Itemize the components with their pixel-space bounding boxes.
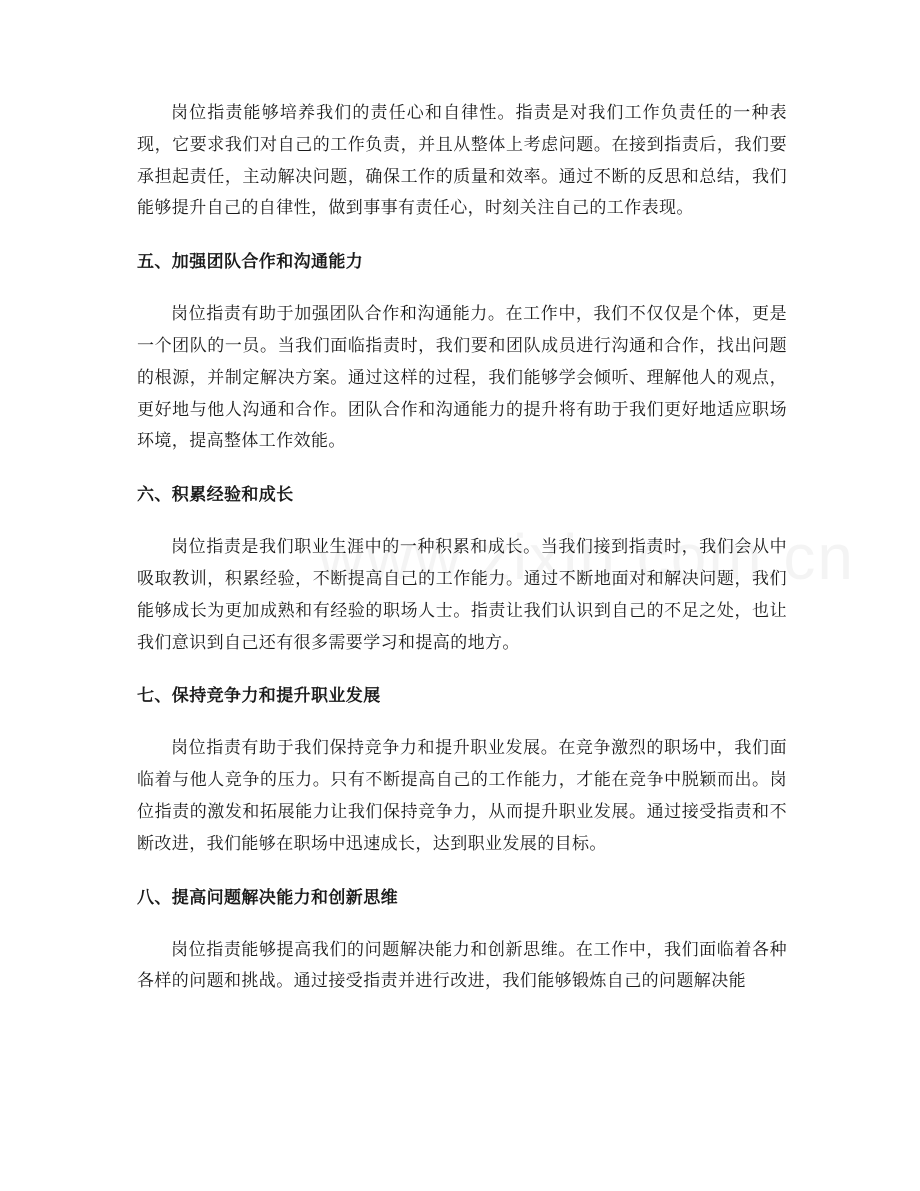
document-body: [137, 98, 787, 1022]
paragraph-responsibility: 岗位指责能够培养我们的责任心和自律性。指责是对我们工作负责任的一种表现，它要求我们对自己的工作负责，并且从整体上考虑问题。在接到指责后，我们要承担起责任，主动解决问题，确保工作的质量和效率。通过不断的反思和总结，我们能够提升自己的自律性，做到事事有责任心，时刻关注自己的工作表现。: [137, 103, 787, 219]
paragraph-experience: 岗位指责是我们职业生涯中的一种积累和成长。当我们接到指责时，我们会从中吸取教训，积累经验，不断提高自己的工作能力。通过不断地面对和解决问题，我们能够成长为更加成熟和有经验的职场人士。指责让我们认识到自己的不足之处，也让我们意识到自己还有很多需要学习和提高的地方。: [137, 537, 787, 653]
section-heading-6: 六、积累经验和成长: [137, 485, 294, 506]
section-heading-8: 八、提高问题解决能力和创新思维: [137, 887, 398, 908]
paragraph-problem-solving: 岗位指责能够提高我们的问题解决能力和创新思维。在工作中，我们面临着各种各样的问题和挑战。通过接受指责并进行改进，我们能够锻炼自己的问题解决能: [137, 939, 787, 992]
section-heading-7: 七、保持竞争力和提升职业发展: [137, 686, 381, 707]
paragraph-competitiveness: 岗位指责有助于我们保持竞争力和提升职业发展。在竞争激烈的职场中，我们面临着与他人竞争的压力。只有不断提高自己的工作能力，才能在竞争中脱颖而出。岗位指责的激发和拓展能力让我们保持竞争力，从而提升职业发展。通过接受指责和不断改进，我们能够在职场中迅速成长，达到职业发展的目标。: [137, 738, 787, 854]
section-heading-5: 五、加强团队合作和沟通能力: [137, 252, 364, 273]
paragraph-teamwork: 岗位指责有助于加强团队合作和沟通能力。在工作中，我们不仅仅是个体，更是一个团队的一员。当我们面临指责时，我们要和团队成员进行沟通和合作，找出问题的根源，并制定解决方案。通过这样的过程，我们能够学会倾听、理解他人的观点，更好地与他人沟通和合作。团队合作和沟通能力的提升将有助于我们更好地适应职场环境，提高整体工作效能。: [137, 304, 787, 452]
